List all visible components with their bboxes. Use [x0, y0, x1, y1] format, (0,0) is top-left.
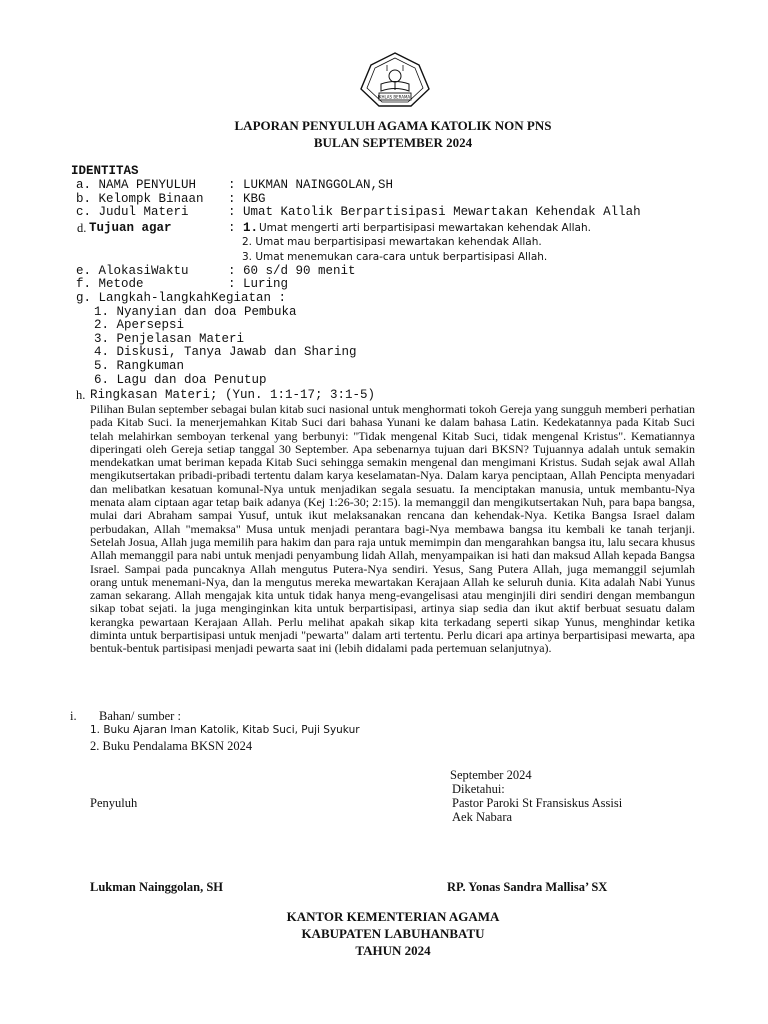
- signature-right-name: RP. Yonas Sandra Mallisa’ SX: [447, 880, 608, 894]
- tujuan-number: 1.: [243, 221, 259, 235]
- field-label: f. Metode: [76, 277, 144, 291]
- field-sep: :: [228, 277, 236, 291]
- ringkasan-text: Pilihan Bulan september sebagai bulan kitab suci nasional untuk menghormati tokoh Gereja yang sungguh memberi perhatian pada Kitab Suci. Ia menerjemahkan Kitab Suci dari bahasa Yunani ke dalam bahasa Latin. Kedekatannya pada Kitab Suci telah melahirkan semboyan terkenal yang berbunyi: "Tidak mengenal Kitab Suci, tidak mengenal Kristus". Kematiannya diperingati oleh Gereja setiap tanggal 30 September. Apa sebenarnya tujuan dari BKSN? Tujuannya adalah untuk semakin mendekatkan umat beriman kepada Kitab Suci sehingga semakin mengenal dan mengimani Kristus. Sudah sejak awal Allah mengikutsertakan pribadi-pribadi tertentu dalam karya keselamatan-Nya. Dalam karya penciptaan, Allah Pencipta menyadari dan melibatkan kesatuan komunal-Nya untuk menjadikan segala sesuatu. Ia menciptakan manusia, untuk membantu-Nya menata alam ciptaan agar tetap baik adanya (Kej 1:26-30; 2:15). la memanggil dan mengikutsertakan Nuh, para bapa bangsa, mulai dari Abraham sampai Yusuf, untuk ikut melaksanakan rencana dan kehendak-Nya. Ketika Bangsa Israel dalam perbudakan, Allah "memaksa" Musa untuk menjadi perantara bagi-Nya membawa bangsa itu kembali ke tanah terjanji. Setelah Josua, Allah juga memilih para hakim dan para raja untuk memimpin dan mengarahkan bangsa itu, lalu secara khusus Allah memanggil para nabi untuk menjadi penyambung lidah Allah, menyampaikan isi hati dan maksud Allah kepada Bangsa Israel. Sampai pada puncaknya Allah mengutus Putera-Nya sendiri. Yesus, Sang Putera Allah, juga memanggil sejumlah orang untuk menemani-Nya, dan la mengutus mereka mewartakan Kerajaan Allah ke seluruh dunia. Kita adalah Nabi Yunus zaman sekarang. Allah mengajak kita untuk tidak hanya meng-evangelisasi atau menginjili diri sendiri dengan membangun sikap tobat sejati. la juga menginginkan kita untuk berpartisipasi, artinya siap sedia dan ikut aktif berbuat sesuatu dalam kerangka pewartaan Kerajaan Allah. Perlu melihat apakah sikap kita terkadang seperti sikap Yunus, menghindar ketika diminta untuk berpartisipasi untuk menjadi "pewarta" dalam arti tertentu. Perlu dicari apa artinya berpartisipasi mewarta, apa bentuk-bentuk partisipasi menjadi pewarta saat ini (lebih didalami pada pertemuan selanjutnya).: [90, 402, 695, 656]
- kemenag-emblem-icon: [357, 51, 433, 109]
- signature-right-place: Aek Nabara: [452, 810, 513, 824]
- svg-text:IKHLAS BERAMAL: IKHLAS BERAMAL: [377, 94, 413, 100]
- tujuan-label: Tujuan agar: [89, 221, 172, 235]
- bahan-prefix: i.: [70, 709, 77, 723]
- field-judul-materi: [76, 205, 641, 219]
- field-value: 60 s/d 90 menit: [243, 264, 356, 278]
- field-value: KBG: [243, 192, 266, 206]
- field-sep: :: [228, 205, 236, 219]
- signature-diketahui: Diketahui:: [452, 782, 505, 796]
- signature-left-name: Lukman Nainggolan, SH: [90, 880, 224, 894]
- signature-left-role: Penyuluh: [90, 796, 138, 810]
- field-label: e. AlokasiWaktu: [76, 264, 189, 278]
- identitas-heading: IDENTITAS: [71, 164, 139, 178]
- langkah-item: 6. Lagu dan doa Penutup: [94, 373, 267, 387]
- field-alokasi-waktu: [76, 264, 356, 278]
- field-value: Luring: [243, 277, 289, 291]
- bahan-item: 2. Buku Pendalama BKSN 2024: [90, 739, 253, 753]
- ringkasan-prefix: h.: [76, 388, 86, 402]
- ringkasan-heading: Ringkasan Materi; (Yun. 1:1-17; 3:1-5): [90, 388, 376, 402]
- bahan-heading: Bahan/ sumber :: [99, 709, 181, 723]
- field-label: a. NAMA PENYULUH: [76, 178, 197, 192]
- field-metode: [76, 277, 288, 291]
- field-sep: :: [228, 178, 236, 192]
- footer-year: TAHUN 2024: [355, 943, 431, 958]
- langkah-item: 4. Diskusi, Tanya Jawab dan Sharing: [94, 345, 357, 359]
- signature-right-role: Pastor Paroki St Fransiskus Assisi: [452, 796, 623, 810]
- tujuan-prefix: d.: [77, 221, 87, 235]
- langkah-heading: g. Langkah-langkahKegiatan :: [76, 291, 287, 305]
- signature-date: September 2024: [450, 768, 532, 782]
- footer-office: KANTOR KEMENTERIAN AGAMA: [286, 909, 500, 924]
- field-nama-penyuluh: [76, 178, 393, 192]
- report-title: LAPORAN PENYULUH AGAMA KATOLIK NON PNS: [234, 118, 552, 133]
- field-kelompok-binaan: [76, 192, 266, 206]
- field-label: b. Kelompk Binaan: [76, 192, 204, 206]
- footer-regency: KABUPATEN LABUHANBATU: [301, 926, 485, 941]
- field-value: Umat Katolik Berpartisipasi Mewartakan Kehendak Allah: [243, 205, 641, 219]
- langkah-item: 2. Apersepsi: [94, 318, 185, 332]
- field-label: c. Judul Materi: [76, 205, 189, 219]
- tujuan-item: 3. Umat menemukan cara-cara untuk berpartisipasi Allah.: [242, 251, 548, 263]
- report-month: BULAN SEPTEMBER 2024: [313, 135, 473, 150]
- tujuan-item: 2. Umat mau berpartisipasi mewartakan kehendak Allah.: [242, 236, 542, 248]
- langkah-item: 5. Rangkuman: [94, 359, 185, 373]
- langkah-item: 1. Nyanyian dan doa Pembuka: [94, 305, 297, 319]
- langkah-item: 3. Penjelasan Materi: [94, 332, 245, 346]
- tujuan-sep: :: [228, 221, 236, 235]
- field-sep: :: [228, 264, 236, 278]
- field-sep: :: [228, 192, 236, 206]
- field-value: LUKMAN NAINGGOLAN,SH: [243, 178, 394, 192]
- bahan-item: 1. Buku Ajaran Iman Katolik, Kitab Suci, Puji Syukur: [90, 724, 360, 736]
- tujuan-item: Umat mengerti arti berpartisipasi mewartakan kehendak Allah.: [259, 222, 591, 234]
